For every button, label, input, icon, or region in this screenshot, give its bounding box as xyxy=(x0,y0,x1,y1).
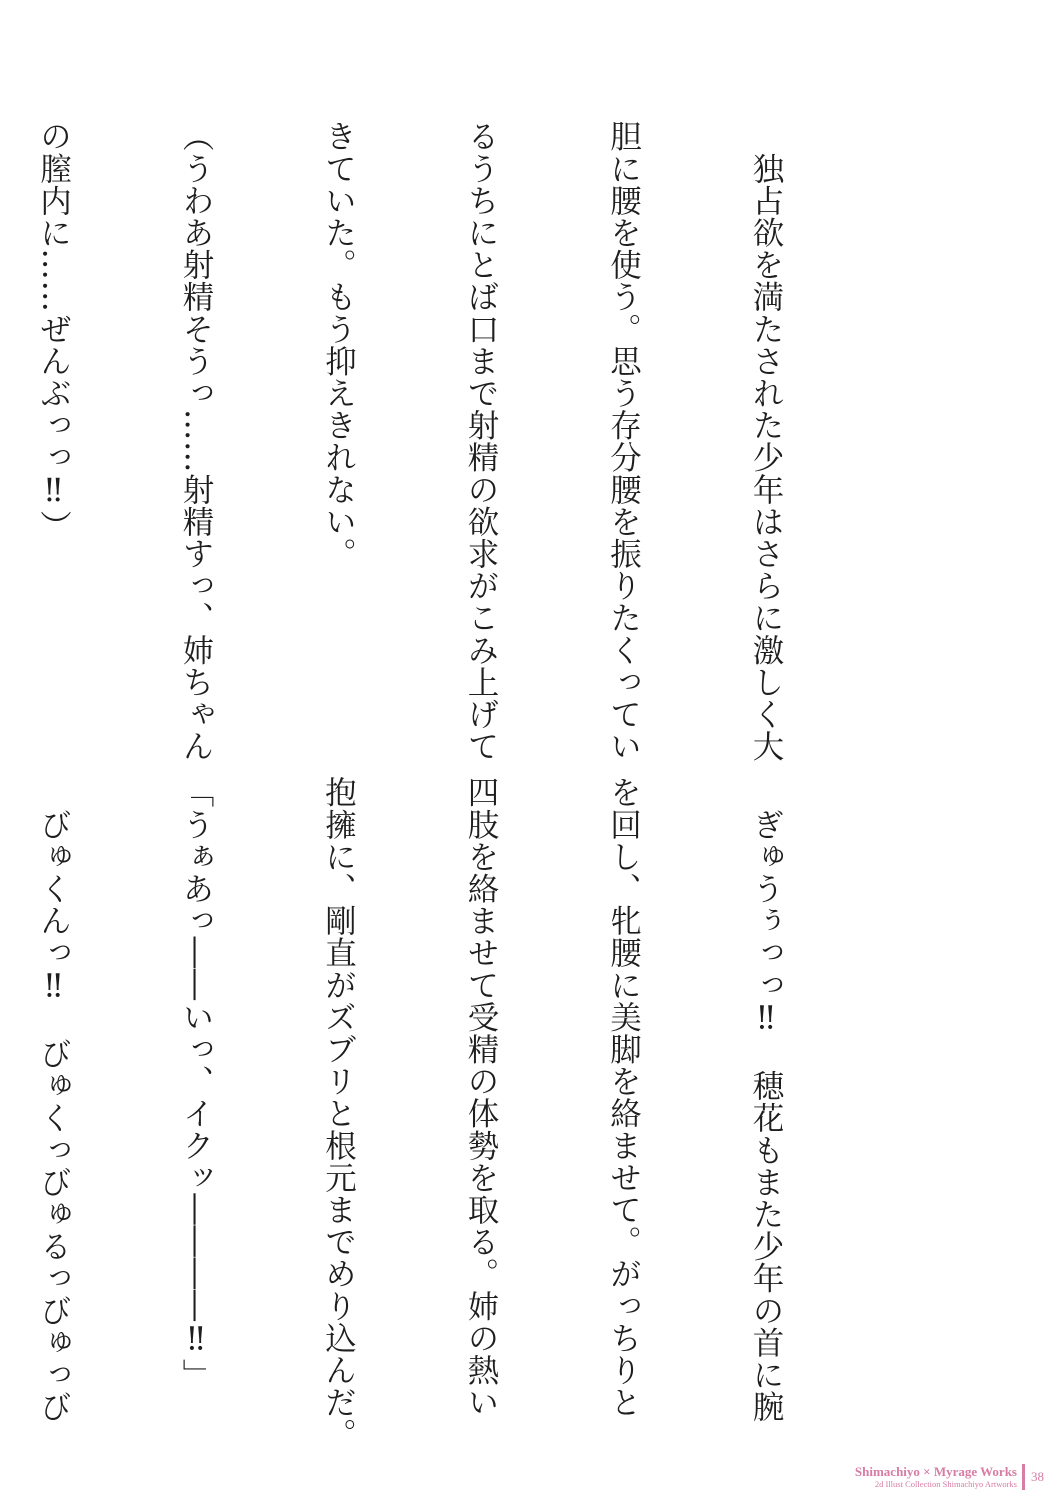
page-number: 38 xyxy=(1031,1469,1044,1484)
footer-divider xyxy=(1022,1464,1025,1490)
text-column: （うわあ射精そうっ……射精すっ、姉ちゃん xyxy=(178,120,214,762)
text-column: 胆に腰を使う。思う存分腰を振りたくってい xyxy=(605,120,642,762)
text-column: 四肢を絡ませて受精の体勢を取る。姉の熱い xyxy=(463,776,499,1418)
text-column: の膣内に……ぜんぶっっ‼） xyxy=(35,120,72,542)
upper-text-block xyxy=(0,120,884,799)
lower-text-block xyxy=(0,776,884,1450)
text-column: びゅくんっ‼ びゅくっびゅるっびゅっび xyxy=(35,776,72,1423)
page-footer xyxy=(855,1464,1044,1490)
footer-subtitle: 2d Illust Collection Shimachiyo Artworks xyxy=(874,1479,1017,1489)
footer-brand: Shimachiyo × Myrage Works xyxy=(854,1464,1017,1479)
text-column: きていた。もう抑えきれない。 xyxy=(320,120,357,570)
footer-credits xyxy=(855,1464,1017,1490)
text-column: 独占欲を満たされた少年はさらに激しく大 xyxy=(748,120,784,762)
text-column: ぎゅうぅっっ‼ 穂花もまた少年の首に腕 xyxy=(748,776,784,1423)
text-column: を回し、牝腰に美脚を絡ませて。がっちりと xyxy=(605,776,642,1418)
text-column: るうちにとば口まで射精の欲求がこみ上げて xyxy=(463,120,499,762)
text-column: 「うぁあっ――いっ、イクッ――――‼」 xyxy=(178,776,214,1391)
text-column: 抱擁に、剛直がズブリと根元までめり込んだ。 xyxy=(320,776,357,1451)
